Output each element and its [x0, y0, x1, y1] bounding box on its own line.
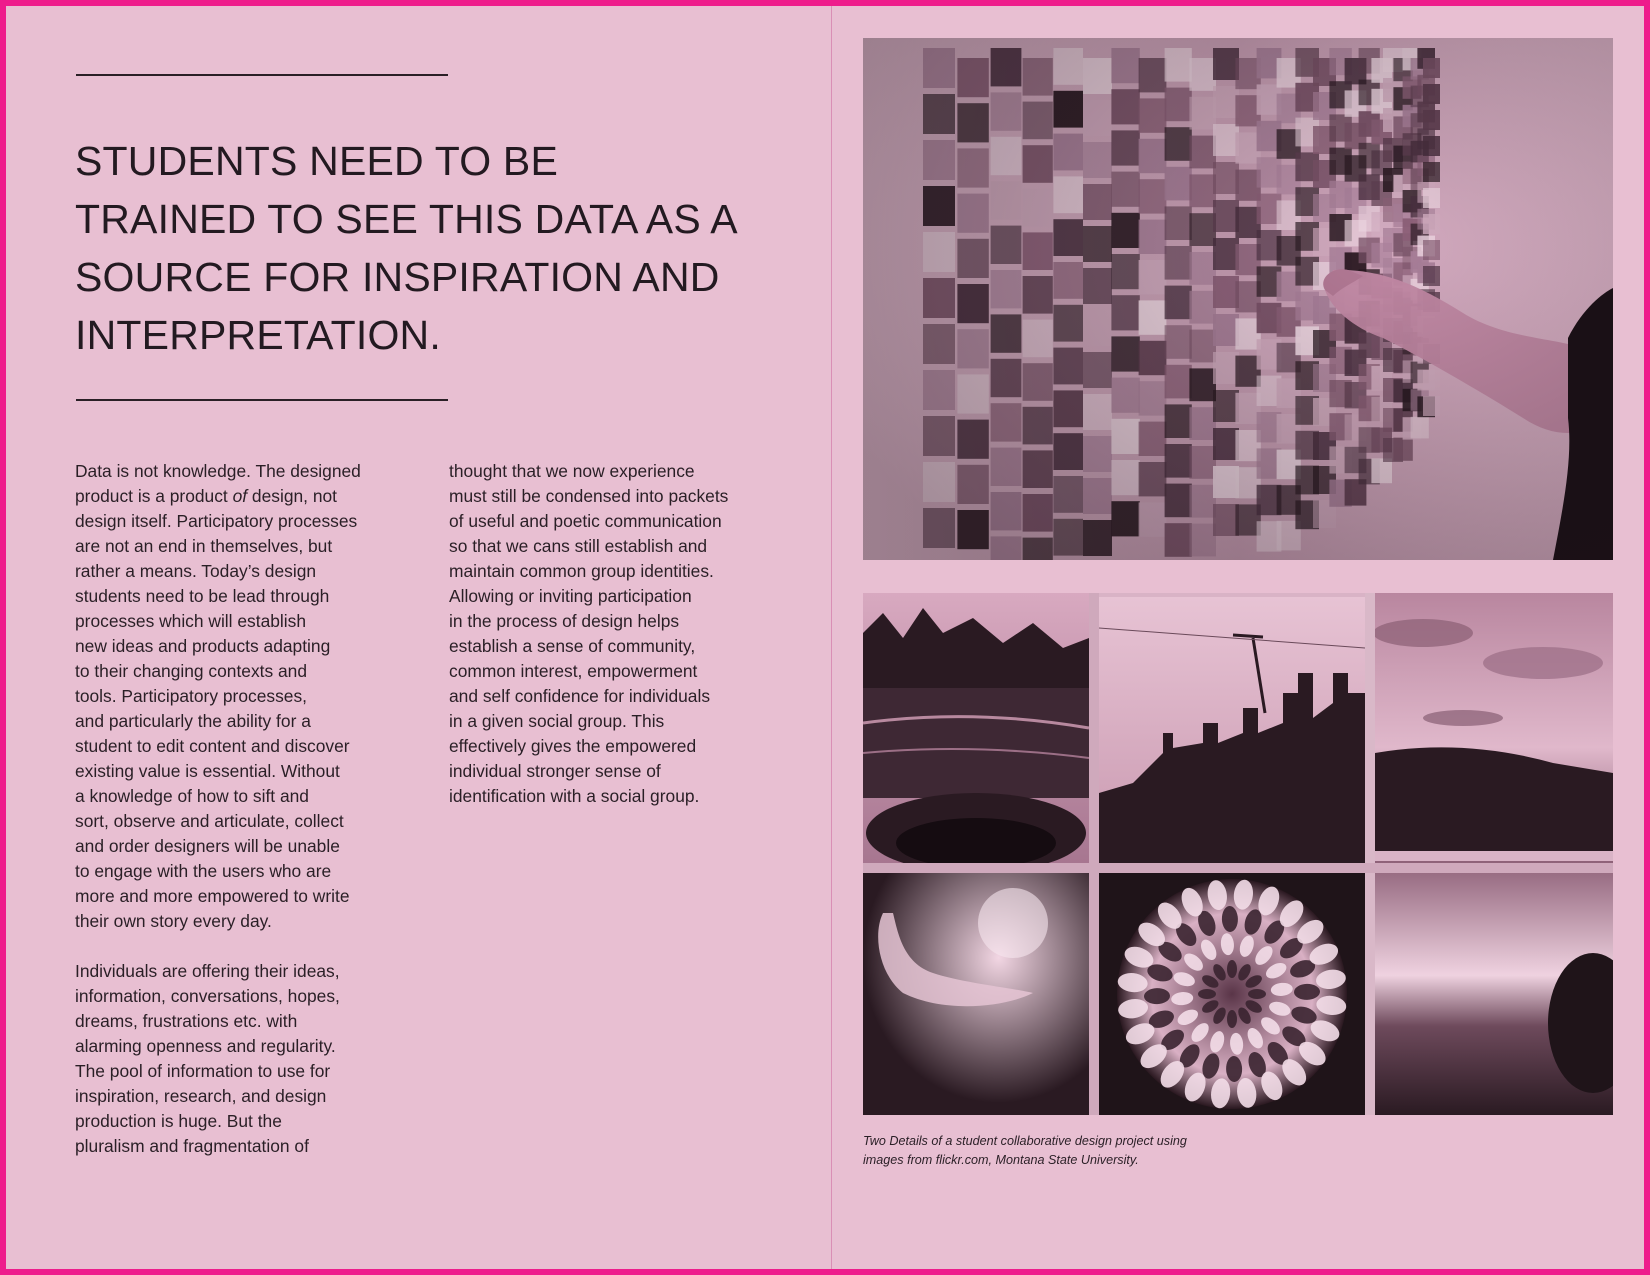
headline — [75, 132, 775, 364]
body-line: a knowledge of how to sift and — [75, 786, 309, 806]
body-line: more and more empowered to write — [75, 886, 350, 906]
headline-line: TRAINED TO SEE THIS DATA AS A — [75, 196, 738, 242]
body-line: inspiration, research, and design — [75, 1086, 327, 1106]
paragraph-gap — [75, 934, 415, 959]
paragraph-3 — [449, 459, 789, 809]
body-line: alarming openness and regularity. — [75, 1036, 336, 1056]
body-line: common interest, empowerment — [449, 661, 698, 681]
body-line: establish a sense of community, — [449, 636, 696, 656]
body-line: The pool of information to use for — [75, 1061, 331, 1081]
body-line: effectively gives the empowered — [449, 736, 697, 756]
body-line: so that we cans still establish and — [449, 536, 708, 556]
body-line: of useful and poetic communication — [449, 511, 722, 531]
body-line: individual stronger sense of — [449, 761, 661, 781]
photo-wall-image — [863, 38, 1613, 560]
headline-line: INTERPRETATION. — [75, 312, 441, 358]
photo-wall-of-prints — [863, 38, 1613, 560]
body-text: product is a product — [75, 486, 233, 506]
photo-print-grid — [863, 593, 1613, 1115]
body-line: Individuals are offering their ideas, — [75, 961, 340, 981]
body-line: maintain common group identities. — [449, 561, 714, 581]
body-line: their own story every day. — [75, 911, 272, 931]
body-line: sort, observe and articulate, collect — [75, 811, 344, 831]
body-line: production is huge. But the — [75, 1111, 282, 1131]
body-line — [75, 484, 415, 509]
body-line: to engage with the users who are — [75, 861, 332, 881]
body-line: Allowing or inviting participation — [449, 586, 692, 606]
body-line: tools. Participatory processes, — [75, 686, 307, 706]
bottom-rule — [76, 399, 448, 401]
caption-line: images from flickr.com, Montana State University. — [863, 1153, 1139, 1167]
photo-caption — [863, 1132, 1283, 1170]
body-line: new ideas and products adapting — [75, 636, 331, 656]
photo-grid-image — [863, 593, 1613, 1115]
body-text: design, not — [247, 486, 338, 506]
body-column-1 — [75, 459, 415, 1159]
body-line: students need to be lead through — [75, 586, 330, 606]
page-gutter — [831, 6, 832, 1269]
body-line: information, conversations, hopes, — [75, 986, 340, 1006]
body-line: must still be condensed into packets — [449, 486, 729, 506]
body-line: dreams, frustrations etc. with — [75, 1011, 298, 1031]
body-line: identification with a social group. — [449, 786, 700, 806]
body-line: and particularly the ability for a — [75, 711, 311, 731]
paragraph-2 — [75, 959, 415, 1159]
body-line: processes which will establish — [75, 611, 307, 631]
body-line: pluralism and fragmentation of — [75, 1136, 309, 1156]
headline-line: SOURCE FOR INSPIRATION AND — [75, 254, 720, 300]
headline-line: STUDENTS NEED TO BE — [75, 138, 558, 184]
body-line: rather a means. Today’s design — [75, 561, 317, 581]
body-line: thought that we now experience — [449, 461, 695, 481]
top-rule — [76, 74, 448, 76]
body-line: to their changing contexts and — [75, 661, 308, 681]
body-line: student to edit content and discover — [75, 736, 350, 756]
body-line: design itself. Participatory processes — [75, 511, 358, 531]
paragraph-1 — [75, 459, 415, 934]
body-line: Data is not knowledge. The designed — [75, 461, 361, 481]
emphasis-text: of — [232, 486, 248, 506]
body-line: existing value is essential. Without — [75, 761, 340, 781]
body-line: in the process of design helps — [449, 611, 680, 631]
body-line: are not an end in themselves, but — [75, 536, 333, 556]
body-line: in a given social group. This — [449, 711, 665, 731]
body-line: and order designers will be unable — [75, 836, 340, 856]
body-column-2 — [449, 459, 789, 809]
caption-line: Two Details of a student collaborative design project using — [863, 1134, 1187, 1148]
body-line: and self confidence for individuals — [449, 686, 711, 706]
